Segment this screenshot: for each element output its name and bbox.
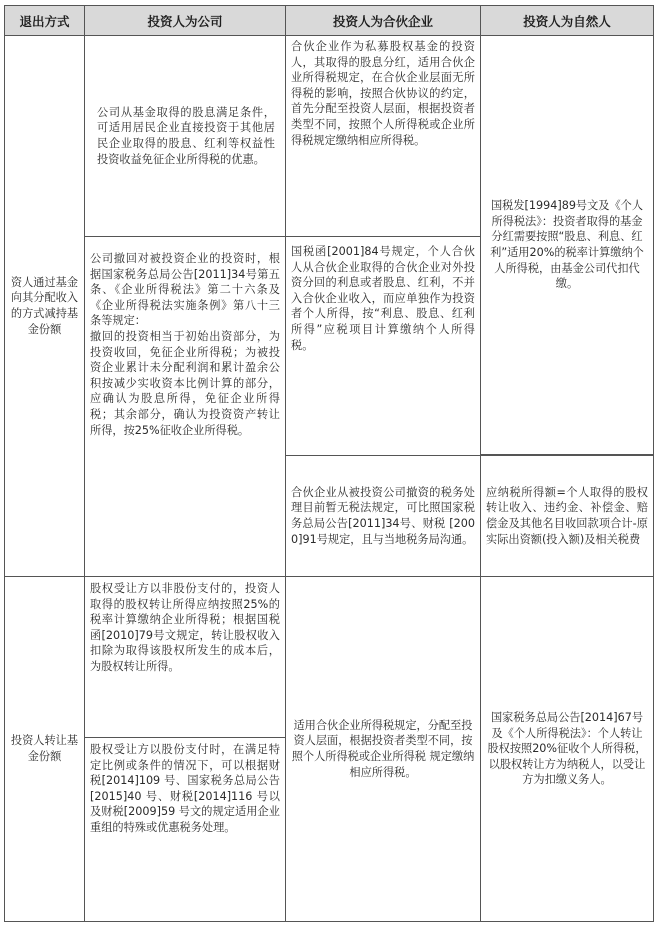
header-investor-partnership [285,5,481,36]
partnership-withdraw-cell-1 [285,236,481,456]
individual-dividend-text: 国税发[1994]89号文及《个人所得税法》：投资者取得的基金分红需要按照“股息、利息、红利”适用20%的税率计算缴纳个人所得税，由基金公司代扣代缴。 [490,199,644,291]
row-distribution-label-text: 资人通过基金向其分配收入的方式减持基金份额 [10,275,79,336]
header-investor-individual [480,5,654,36]
partnership-withdraw-cell-2 [285,455,481,577]
partnership-transfer-text: 适用合伙企业所得税规定，分配至投资人层面，根据投资者类型不同，按照个人所得税或企业所得税 规定缴纳相应所得税。 [291,718,475,779]
individual-transfer-text: 国家税务总局公告[2014]67号及《个人所得税法》：个人转让股权按照20%征收个人所得税，以股权转让方为纳税人，以受让方为扣缴义务人。 [487,711,647,787]
company-share-text: 股权受让方以股份支付时，在满足特定比例或条件的情况下，可以根据财税[2014]109 号、国家税务总局公告[2015]40 号、财税[2014]116 号以及财税[2009]59 号文的规定适用企业重组的特殊或优惠税务处理。 [90,743,280,834]
company-dividend-cell [84,35,286,237]
partnership-dividend-text: 合伙企业作为私募股权基金的投资人，其取得的股息分红，适用合伙企业所得税规定，在合伙企业层面无所得税的影响，按照合伙协议的约定，首先分配至投资人层面，根据投资者类型不同，按照个人所得税或企业所得税规定缴纳相应所得税。 [291,40,475,147]
partnership-dividend-cell [285,35,481,237]
header-investor-company [84,5,286,36]
row-transfer-label [4,576,85,922]
company-dividend-text: 公司从基金取得的股息满足条件，可适用居民企业直接投资于其他居民企业取得的股息、红利等权益性投资收益免征企业所得税的优惠。 [97,105,275,166]
partnership-withdraw-text-2: 合伙企业从被投资公司撤资的税务处理目前暂无税法规定，可比照国家税务总局公告[2011]34号、财税 [2000]91号规定，且与当地税务局沟通。 [291,485,475,546]
company-withdraw-text: 公司撤回对被投资企业的投资时，根据国家税务总局公告[2011]34号第五条、《企业所得税法》第二十六条及《企业所得税法实施条例》第八十三条等规定： 撤回的投资相当于初始出资部分，为投资收回，免征企业所得税；为被投资企业累计未分配利润和累计盈余公积按减少实收资本比例计算的部分，应确认为股息所得，免征企业所得税；其余部分，确认为投资资产转让所得，按25%征收企业所得税。 [90,252,280,437]
header-investor-company-text: 投资人为公司 [147,13,223,29]
company-share-cell [84,737,286,922]
header-investor-individual-text: 投资人为自然人 [523,13,611,29]
row-transfer-label-text: 投资人转让基金份额 [10,734,79,763]
company-nonshare-cell [84,576,286,738]
header-exit-method-text: 退出方式 [19,13,70,29]
company-withdraw-cell [84,236,286,577]
row-distribution-label [4,35,85,577]
individual-withdraw-cell [480,455,654,577]
header-investor-partnership-text: 投资人为合伙企业 [332,13,433,29]
company-nonshare-text: 股权受让方以非股份支付的，投资人取得的股权转让所得应纳按照25%的税率计算缴纳企业所得税；根据国税函[2010]79号文规定，转让股权收入扣除为取得该股权所发生的成本后，为股权转让所得。 [90,582,280,673]
individual-withdraw-text: 应纳税所得额=个人取得的股权转让收入、违约金、补偿金、赔偿金及其他名目收回款项合计-原实际出资额(投入额)及相关税费 [486,485,648,546]
individual-transfer-cell [480,576,654,922]
partnership-withdraw-text-1: 国税函[2001]84号规定，个人合伙人从合伙企业取得的合伙企业对外投资分回的利息或者股息、红利，不并入合伙企业收入，而应单独作为投资者个人所得，按“利息、股息、红利所得”应税项目计算缴纳个人所得税。 [291,245,475,352]
partnership-transfer-cell [285,576,481,922]
header-exit-method [4,5,85,36]
individual-dividend-cell [480,35,654,455]
